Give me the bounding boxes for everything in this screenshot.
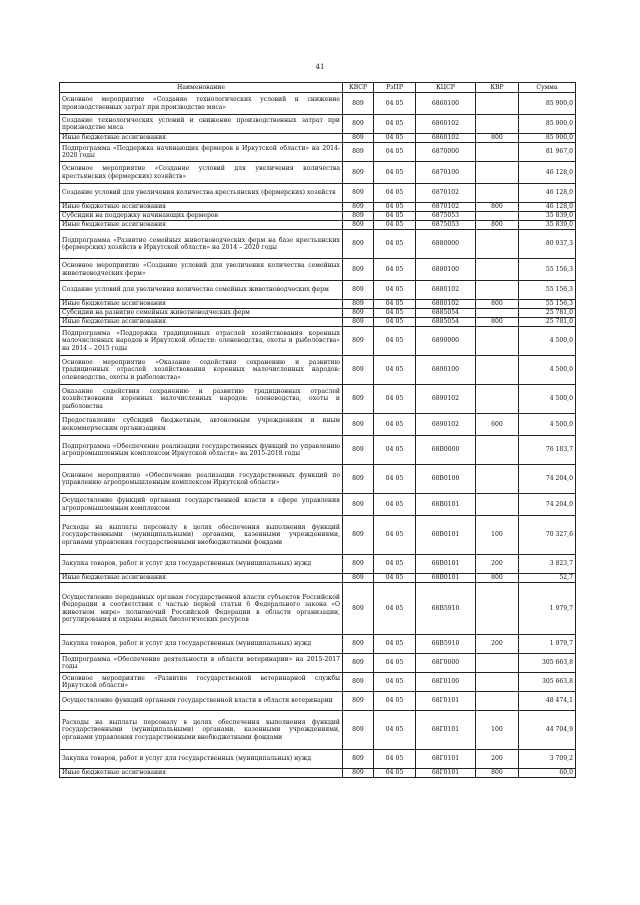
cell-rzpr: 04 05 [374,212,416,221]
cell-kvsr: 809 [343,494,374,516]
cell-kvsr: 809 [343,221,374,230]
cell-rzpr: 04 05 [374,750,416,769]
cell-kvr [476,692,519,711]
cell-kvsr: 809 [343,465,374,494]
cell-name: Субсидии на поддержку начинающих фермеров [60,212,343,221]
cell-name: Создание условий для увеличения количества семейных животноводческих ферм [60,281,343,300]
cell-kvsr: 809 [343,115,374,134]
cell-sum: 35 839,0 [519,212,576,221]
cell-sum: 4 500,0 [519,414,576,436]
table-row [60,673,576,692]
cell-kcsr: 6880102 [416,281,476,300]
cell-sum: 4 500,0 [519,356,576,385]
cell-kvsr: 809 [343,436,374,465]
table-row [60,574,576,583]
cell-kcsr: 6890000 [416,327,476,356]
cell-kcsr: 6860100 [416,93,476,115]
cell-kvr [476,259,519,281]
cell-kcsr: 68Г0000 [416,654,476,673]
table-row [60,318,576,327]
table-row [60,309,576,318]
cell-name: Расходы на выплаты персоналу в целях обеспечения выполнения функций государственными (муниципальными) органами, казенными учреждениями, органами управления государственными внебюджетными фондами [60,711,343,750]
cell-kvr [476,162,519,184]
cell-kvsr: 809 [343,93,374,115]
cell-kvsr: 809 [343,692,374,711]
page-number: 41 [315,63,325,71]
table-row [60,414,576,436]
cell-kcsr: 6870100 [416,162,476,184]
cell-kcsr: 68В0100 [416,465,476,494]
column-header-sum: Сумма [519,83,576,93]
cell-sum: 48 474,1 [519,692,576,711]
cell-kvsr: 809 [343,673,374,692]
cell-rzpr: 04 05 [374,259,416,281]
column-header-kvsr: КВСР [343,83,374,93]
cell-kcsr: 6875053 [416,212,476,221]
cell-sum: 55 156,3 [519,259,576,281]
cell-kvr: 200 [476,750,519,769]
cell-sum: 85 900,0 [519,134,576,143]
cell-kvr: 800 [476,300,519,309]
cell-name: Основное мероприятие «Создание технологических условий и снижение производственных затрат при производстве мяса» [60,93,343,115]
cell-kvr [476,494,519,516]
cell-sum: 46 128,0 [519,162,576,184]
cell-kvr: 800 [476,221,519,230]
table-row [60,281,576,300]
cell-kvr [476,212,519,221]
cell-kcsr: 68Г0101 [416,769,476,778]
cell-name: Иные бюджетные ассигнования [60,574,343,583]
cell-rzpr: 04 05 [374,221,416,230]
cell-rzpr: 04 05 [374,318,416,327]
cell-kvr [476,281,519,300]
cell-kcsr: 68Г0101 [416,711,476,750]
cell-kvsr: 809 [343,300,374,309]
table-body [60,93,576,778]
cell-sum: 60,0 [519,769,576,778]
cell-sum: 46 128,0 [519,184,576,203]
column-header-kcsr: КЦСР [416,83,476,93]
cell-sum: 85 900,0 [519,93,576,115]
cell-rzpr: 04 05 [374,494,416,516]
cell-sum: 52,7 [519,574,576,583]
column-header-kvr: КВР [476,83,519,93]
cell-name: Осуществление функций органами государственной власти в области ветеринарии [60,692,343,711]
cell-name: Основное мероприятие «Создание условий для увеличения количества крестьянских (фермерских) хозяйств» [60,162,343,184]
cell-sum: 70 327,6 [519,516,576,555]
cell-kvsr: 809 [343,356,374,385]
cell-name: Подпрограмма «Развитие семейных животноводческих ферм на базе крестьянских (фермерских) хозяйств в Иркутской области» на 2014 – 2020 годы [60,230,343,259]
cell-name: Создание условий для увеличения количества крестьянских (фермерских) хозяйств [60,184,343,203]
cell-kcsr: 68В0000 [416,436,476,465]
table-row [60,516,576,555]
cell-name: Иные бюджетные ассигнования [60,203,343,212]
cell-kvr: 100 [476,516,519,555]
cell-name: Иные бюджетные ассигнования [60,221,343,230]
cell-rzpr: 04 05 [374,654,416,673]
cell-kvr: 200 [476,635,519,654]
cell-rzpr: 04 05 [374,134,416,143]
cell-kcsr: 68Г0101 [416,750,476,769]
cell-sum: 44 704,9 [519,711,576,750]
cell-kvr [476,465,519,494]
cell-rzpr: 04 05 [374,230,416,259]
cell-kvsr: 809 [343,184,374,203]
cell-sum: 4 500,0 [519,327,576,356]
cell-kvr: 800 [476,318,519,327]
table-row [60,465,576,494]
cell-name: Расходы на выплаты персоналу в целях обеспечения выполнения функций государственными (муниципальными) органами, казенными учреждениями, органами управления государственными внебюджетными фондами [60,516,343,555]
table-row [60,436,576,465]
cell-rzpr: 04 05 [374,184,416,203]
cell-name: Закупка товаров, работ и услуг для государственных (муниципальных) нужд [60,635,343,654]
cell-kvsr: 809 [343,385,374,414]
cell-sum: 35 839,0 [519,221,576,230]
cell-kcsr: 6870102 [416,203,476,212]
table-row [60,769,576,778]
cell-rzpr: 04 05 [374,583,416,635]
cell-kvsr: 809 [343,212,374,221]
cell-name: Основное мероприятие «Развитие государственной ветеринарной службы Иркутской области» [60,673,343,692]
table-row [60,162,576,184]
cell-name: Создание технологических условий и снижение производственных затрат при производстве мяса [60,115,343,134]
cell-name: Подпрограмма «Обеспечение реализации государственных функций по управлению агропромышленным комплексом Иркутской области» на 2015-2018 годы [60,436,343,465]
cell-kcsr: 6885054 [416,318,476,327]
cell-kcsr: 6890102 [416,385,476,414]
table-row [60,230,576,259]
cell-rzpr: 04 05 [374,769,416,778]
cell-name: Закупка товаров, работ и услуг для государственных (муниципальных) нужд [60,555,343,574]
cell-kvsr: 809 [343,574,374,583]
cell-sum: 46 128,0 [519,203,576,212]
cell-kvr [476,115,519,134]
cell-kvsr: 809 [343,143,374,162]
cell-rzpr: 04 05 [374,356,416,385]
cell-rzpr: 04 05 [374,115,416,134]
cell-rzpr: 04 05 [374,711,416,750]
cell-sum: 3 709,2 [519,750,576,769]
cell-rzpr: 04 05 [374,574,416,583]
cell-name: Основное мероприятие «Оказание содействия сохранению и развитию традиционных отраслей хозяйствования коренных малочисленных народов: оленеводства, охоты и рыболовства» [60,356,343,385]
cell-kvr: 800 [476,134,519,143]
cell-kcsr: 68В0101 [416,494,476,516]
table-row [60,750,576,769]
cell-kvsr: 809 [343,583,374,635]
cell-kcsr: 68Г0100 [416,673,476,692]
cell-kvr [476,309,519,318]
cell-sum: 74 204,0 [519,494,576,516]
cell-kcsr: 68В0101 [416,516,476,555]
cell-kcsr: 6890102 [416,414,476,436]
cell-rzpr: 04 05 [374,143,416,162]
cell-kvsr: 809 [343,203,374,212]
cell-sum: 80 937,3 [519,230,576,259]
table-row [60,356,576,385]
table-row [60,654,576,673]
cell-kcsr: 68В5910 [416,583,476,635]
cell-rzpr: 04 05 [374,465,416,494]
table-row [60,143,576,162]
cell-sum: 55 156,3 [519,300,576,309]
cell-sum: 4 500,0 [519,385,576,414]
cell-name: Подпрограмма «Поддержка начинающих фермеров в Иркутской области» на 2014-2020 годы [60,143,343,162]
cell-rzpr: 04 05 [374,414,416,436]
cell-rzpr: 04 05 [374,93,416,115]
table-row [60,385,576,414]
table-row [60,300,576,309]
cell-kvsr: 809 [343,162,374,184]
cell-kvsr: 809 [343,769,374,778]
cell-name: Субсидии на развитие семейных животноводческих ферм [60,309,343,318]
cell-kcsr: 6860102 [416,115,476,134]
cell-kcsr: 6880000 [416,230,476,259]
cell-sum: 1 979,7 [519,635,576,654]
cell-sum: 81 967,0 [519,143,576,162]
cell-name: Основное мероприятие «Создание условий для увеличения количества семейных животноводческих ферм» [60,259,343,281]
budget-table [59,82,576,778]
table-row [60,259,576,281]
table-row [60,184,576,203]
table-row [60,93,576,115]
table-row [60,635,576,654]
cell-kvr [476,327,519,356]
table-row [60,555,576,574]
cell-sum: 1 979,7 [519,583,576,635]
cell-rzpr: 04 05 [374,281,416,300]
cell-name: Иные бюджетные ассигнования [60,134,343,143]
cell-kvsr: 809 [343,327,374,356]
cell-rzpr: 04 05 [374,385,416,414]
cell-rzpr: 04 05 [374,309,416,318]
cell-name: Подпрограмма «Обеспечение деятельности в области ветеринарии» на 2015-2017 годы [60,654,343,673]
table-row [60,115,576,134]
cell-kvr [476,230,519,259]
cell-kvsr: 809 [343,134,374,143]
cell-kcsr: 68В0101 [416,555,476,574]
cell-rzpr: 04 05 [374,516,416,555]
table-row [60,583,576,635]
cell-kvr [476,385,519,414]
cell-name: Иные бюджетные ассигнования [60,300,343,309]
cell-rzpr: 04 05 [374,327,416,356]
cell-kvr [476,143,519,162]
cell-kcsr: 6870000 [416,143,476,162]
table-row [60,327,576,356]
cell-kvr: 200 [476,555,519,574]
cell-sum: 305 663,8 [519,673,576,692]
cell-kvr: 800 [476,769,519,778]
cell-kcsr: 68Г0101 [416,692,476,711]
cell-name: Предоставление субсидий бюджетным, автономным учреждениям и иным некоммерческим организациям [60,414,343,436]
cell-rzpr: 04 05 [374,673,416,692]
cell-kvsr: 809 [343,635,374,654]
cell-kvr [476,93,519,115]
cell-kvsr: 809 [343,654,374,673]
table-row [60,134,576,143]
cell-kcsr: 6885054 [416,309,476,318]
cell-name: Подпрограмма «Поддержка традиционных отраслей хозяйствования коренных малочисленных народов в Иркутской области: оленеводства, охоты и рыболовства» на 2014 – 2015 годы [60,327,343,356]
cell-rzpr: 04 05 [374,203,416,212]
cell-kvsr: 809 [343,711,374,750]
cell-kvr: 100 [476,711,519,750]
cell-kvsr: 809 [343,414,374,436]
cell-sum: 3 823,7 [519,555,576,574]
cell-sum: 305 663,8 [519,654,576,673]
cell-sum: 25 781,0 [519,309,576,318]
cell-rzpr: 04 05 [374,436,416,465]
cell-kvr: 600 [476,414,519,436]
cell-rzpr: 04 05 [374,162,416,184]
cell-kvr [476,673,519,692]
cell-kcsr: 6870102 [416,184,476,203]
cell-name: Основное мероприятие «Обеспечение реализации государственных функций по управлению агропромышленным комплексом Иркутской области» [60,465,343,494]
cell-kvr [476,654,519,673]
cell-rzpr: 04 05 [374,300,416,309]
table-row [60,212,576,221]
cell-kcsr: 6860102 [416,134,476,143]
cell-name: Оказание содействия сохранению и развитию традиционных отраслей хозяйствования коренных малочисленных народов: оленеводства, охоты и рыболовства [60,385,343,414]
cell-kcsr: 6875053 [416,221,476,230]
cell-kvsr: 809 [343,281,374,300]
cell-kvr: 800 [476,203,519,212]
cell-kvsr: 809 [343,259,374,281]
header-row [60,83,576,93]
table-row [60,203,576,212]
cell-name: Осуществление функций органами государственной власти в сфере управления агропромышленным комплексом [60,494,343,516]
cell-sum: 74 204,0 [519,465,576,494]
table-row [60,494,576,516]
cell-rzpr: 04 05 [374,555,416,574]
cell-kvsr: 809 [343,318,374,327]
cell-name: Закупка товаров, работ и услуг для государственных (муниципальных) нужд [60,750,343,769]
cell-kcsr: 6890100 [416,356,476,385]
cell-kcsr: 68В5910 [416,635,476,654]
cell-kvsr: 809 [343,309,374,318]
table-row [60,711,576,750]
cell-kvr [476,436,519,465]
table-row [60,221,576,230]
column-header-rzpr: РзПР [374,83,416,93]
cell-kvsr: 809 [343,555,374,574]
cell-rzpr: 04 05 [374,635,416,654]
cell-kcsr: 68В0101 [416,574,476,583]
cell-sum: 85 900,0 [519,115,576,134]
cell-rzpr: 04 05 [374,692,416,711]
cell-kvr: 800 [476,574,519,583]
cell-kvsr: 809 [343,230,374,259]
cell-sum: 76 183,7 [519,436,576,465]
table-row [60,692,576,711]
column-header-name: Наименование [60,83,343,93]
cell-kvr [476,356,519,385]
cell-kvsr: 809 [343,516,374,555]
cell-kvr [476,583,519,635]
table-header [60,83,576,93]
cell-name: Иные бюджетные ассигнования [60,769,343,778]
cell-kcsr: 6880102 [416,300,476,309]
cell-name: Иные бюджетные ассигнования [60,318,343,327]
cell-kvr [476,184,519,203]
cell-kvsr: 809 [343,750,374,769]
cell-sum: 25 781,0 [519,318,576,327]
cell-kcsr: 6880100 [416,259,476,281]
cell-sum: 55 156,3 [519,281,576,300]
cell-name: Осуществление переданных органам государственной власти субъектов Российской Федерации в соответствии с частью первой статьи 6 Федерального закона «О животном мире» полномочий Российской Федерации в области организации, регулирования и охраны водных биологических ресурсов [60,583,343,635]
